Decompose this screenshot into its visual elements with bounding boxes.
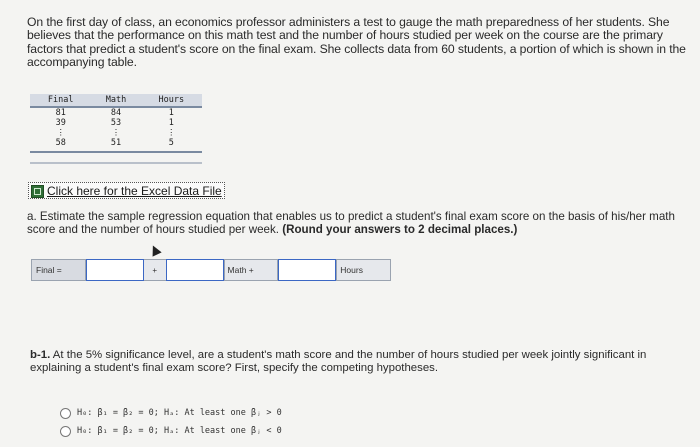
table-row	[30, 138, 202, 152]
equation-label-final: Final =	[31, 259, 86, 281]
table-cell: ⋮	[56, 128, 65, 138]
hours-coefficient-input[interactable]	[278, 259, 336, 281]
question-b1-text: At the 5% significance level, are a student's math score and the number of hours studied per week jointly significant in explaining a student's final exam score? First, specify the competing hypotheses.	[30, 349, 647, 374]
table-cell: 53	[110, 118, 122, 128]
excel-file-icon	[31, 185, 44, 198]
excel-link-label: Click here for the Excel Data File	[47, 184, 222, 198]
table-header-final: Final	[30, 94, 91, 107]
table-cell: 5	[141, 138, 202, 152]
regression-equation	[31, 259, 391, 281]
intro-text: On the first day of class, an economics professor administers a test to gauge the math preparedness of her students. She believes that the performance on this math test and the number of hours studied per week on the course are the primary factors that predict a student's score on the final exam. She collects data from 60 students, a portion of which is shown in the accompanying table.	[27, 15, 686, 69]
data-table	[30, 94, 202, 153]
table-cell: 84	[110, 108, 122, 118]
math-coefficient-input[interactable]	[166, 259, 224, 281]
mouse-cursor-icon	[148, 243, 161, 256]
table-cell: 81	[55, 108, 66, 118]
table-cell: 39	[55, 118, 66, 128]
hypothesis-option-2[interactable]	[60, 422, 282, 440]
table-row	[30, 118, 202, 128]
table-cell: ⋮	[111, 128, 121, 138]
radio-button[interactable]	[60, 408, 71, 419]
intercept-input[interactable]	[86, 259, 144, 281]
table-cell: ⋮	[167, 128, 176, 138]
table-cell: 1	[168, 108, 174, 118]
table-bottom-rule	[30, 162, 202, 164]
table-header-math: Math	[91, 94, 140, 107]
question-a	[27, 211, 692, 237]
hypothesis-option-1[interactable]	[60, 404, 282, 422]
question-b1-prefix: b-1.	[30, 349, 51, 361]
equation-label-hours: Hours	[336, 259, 391, 281]
table-row-ellipsis	[30, 128, 202, 138]
radio-button[interactable]	[60, 426, 71, 437]
table-header-hours: Hours	[141, 94, 202, 107]
hypothesis-option-label: H₀: β₁ = β₂ = 0; Hₐ: At least one βⱼ < 0	[77, 426, 282, 436]
equation-plus: +	[144, 259, 166, 281]
equation-label-math: Math +	[224, 259, 279, 281]
table-cell: 1	[168, 118, 174, 128]
table-cell: 58	[30, 138, 91, 152]
question-a-emphasis: (Round your answers to 2 decimal places.)	[282, 222, 518, 236]
question-a-text: a. Estimate the sample regression equation that enables us to predict a student's final exam score on the basis of his/her math score and the number of hours studied per week.	[27, 210, 675, 236]
hypothesis-options	[60, 404, 282, 440]
question-b1	[30, 349, 690, 374]
hypothesis-option-label: H₀: β₁ = β₂ = 0; Hₐ: At least one βⱼ > 0	[77, 408, 282, 418]
table-row	[30, 107, 202, 118]
excel-data-file-link[interactable]	[28, 182, 225, 199]
table-cell: 51	[91, 138, 140, 152]
